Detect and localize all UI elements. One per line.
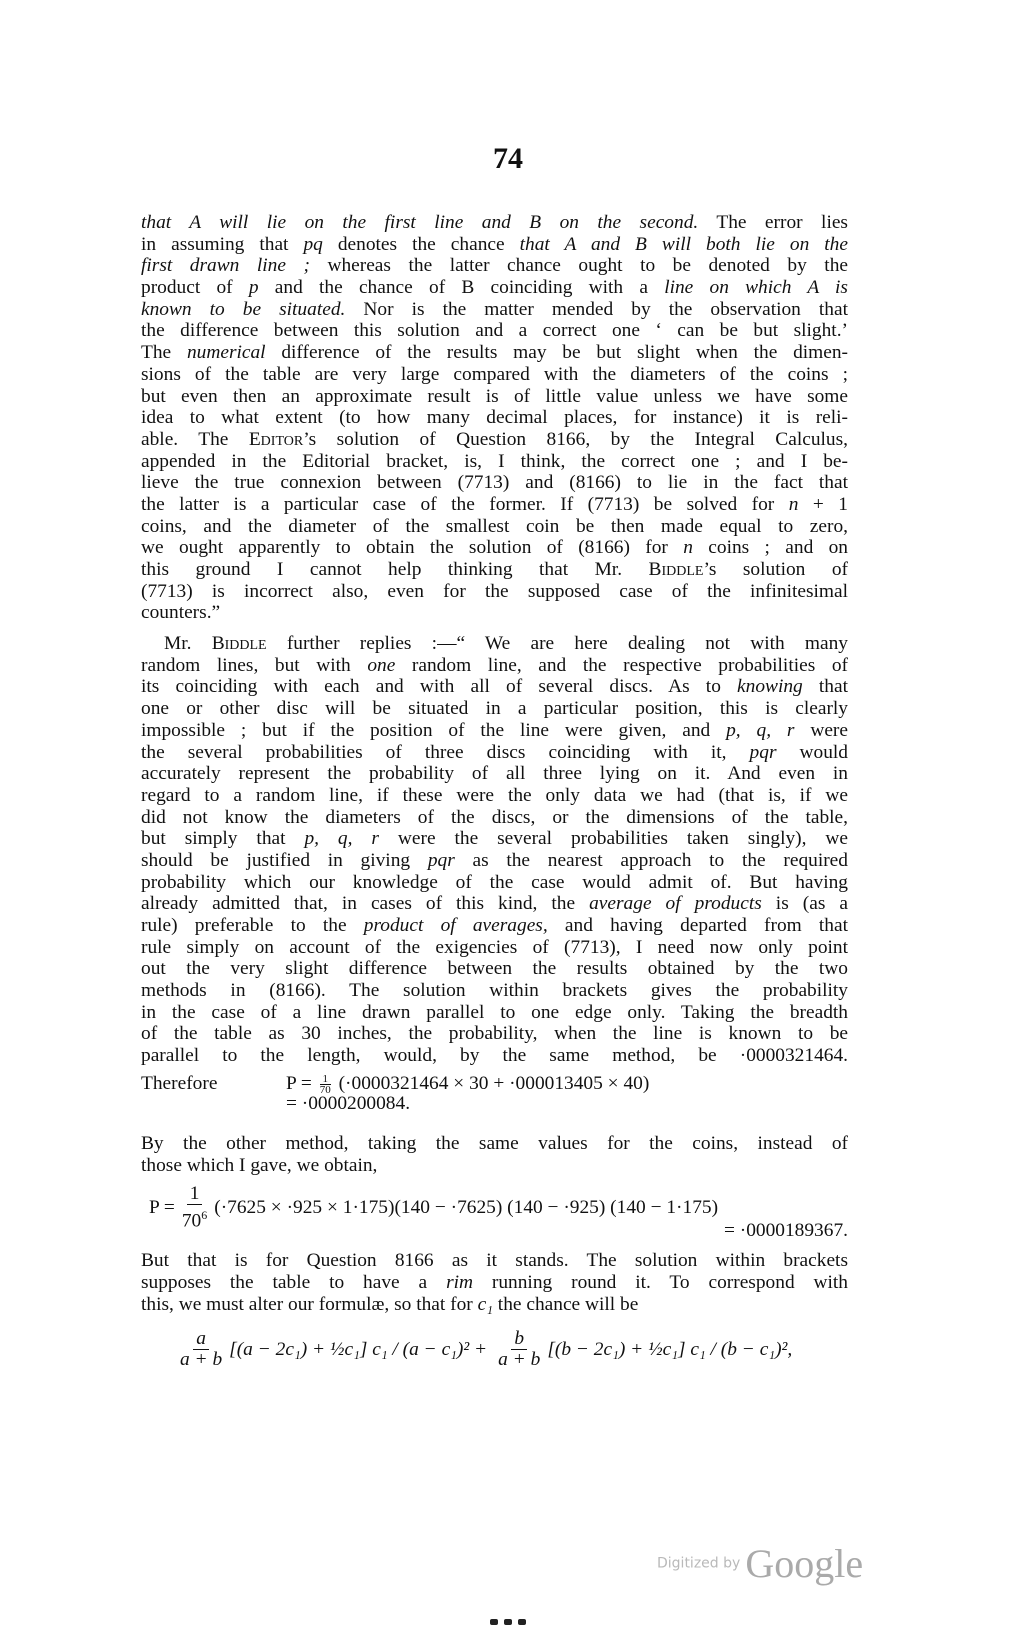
italic-text: c₁ [477,1293,493,1315]
text-line [141,299,848,321]
text-segment: in the case of a line drawn parallel to one edge only. Taking the breadth [141,1001,848,1023]
equation-lhs: P = [286,1072,312,1094]
italic-text: p, q, r [726,719,795,741]
text-line [141,429,848,451]
text-segment: lieve the true connexion between (7713) and (8166) to lie in the fact that [141,472,848,494]
text-line [141,277,848,299]
text-line [141,1133,848,1155]
text-segment: accurately represent the probability of all three lying on it. And even in [141,763,848,785]
italic-text: average of products [589,893,762,915]
text-segment: + 1 [798,493,848,515]
fraction-numerator: a [193,1329,209,1350]
text-line [141,407,848,429]
text-segment: random line, and the respective probabilities of [395,654,848,676]
text-segment: regard to a random line, if these were the only data we had (that is, if we [141,784,848,806]
text-segment: ’s solution of Question 8166, by the Integral Calculus, [303,428,848,450]
text-line [141,937,848,959]
text-line [141,828,848,850]
text-line [141,980,848,1002]
small-caps-name: Biddle [648,559,704,580]
fraction-numerator: 1 [320,1074,331,1085]
equation-result: = ·0000200084. [286,1092,411,1114]
text-line [141,915,848,937]
text-segment: able. The [141,428,249,450]
text-line [141,807,848,829]
text-segment: those which I gave, we obtain, [141,1154,378,1176]
equation-term1-body: [(a − 2c₁) + ½c₁] c₁ / (a − c₁)² + [229,1338,488,1360]
fraction-denominator: 70 [319,1083,331,1096]
text-line [141,451,848,473]
text-segment: one or other disc will be situated in a particular position, this is clearly [141,698,848,720]
text-line [141,516,848,538]
text-line [141,386,848,408]
italic-text: pqr [427,849,455,871]
paragraph-block-2 [141,1133,848,1176]
text-line [141,763,848,785]
paragraph-block-1 [141,212,848,1067]
text-segment: coins ; and on [692,537,848,559]
text-segment: its coinciding with each and with all of several discs. As to [141,676,738,698]
fraction-numerator: 1 [187,1184,203,1205]
text-segment: denotes the chance [322,233,520,255]
text-segment: as the nearest approach to the required [454,849,848,871]
equation-result: = ·0000189367. [723,1220,848,1242]
text-segment: Mr. [164,633,212,655]
fraction-denominator [179,1205,210,1231]
italic-text: p [248,277,259,299]
text-line [141,472,848,494]
equation-other-method [141,1184,848,1250]
text-segment: idea to what extent (to how many decimal places, for instance) it is reli- [141,407,848,429]
fraction-numerator: b [511,1329,527,1350]
text-segment: rule simply on account of the exigencies of (7713), I need now only point [141,936,848,958]
text-line [141,559,848,581]
italic-text: first drawn line ; [141,255,310,277]
text-segment: is (as a [761,893,848,915]
text-segment: did not know the diameters of the discs, or the dimensions of the table, [141,806,848,828]
text-segment: product of [141,277,249,299]
text-segment: (7713) is incorrect also, even for the supposed case of the infinitesimal [141,580,848,602]
text-line [141,1002,848,1024]
paragraph-block-3 [141,1250,848,1315]
text-line [141,602,848,624]
text-line [141,212,848,234]
text-line [141,537,848,559]
italic-text: rim [446,1271,473,1293]
text-line [141,1272,848,1294]
text-segment: appended in the Editorial bracket, is, I think, the correct one ; and I be- [141,450,848,472]
text-segment: difference of the results may be but slight when the dimen- [265,342,848,364]
text-segment: methods in (8166). The solution within brackets gives the probability [141,980,848,1002]
small-caps-name: Biddle [211,633,267,655]
italic-text: knowing [737,676,803,698]
text-line [141,893,848,915]
text-line [141,1155,848,1177]
text-segment: should be justified in giving [141,849,428,871]
paragraph-gap [141,624,848,633]
text-segment: supposes the table to have a [141,1271,447,1293]
text-segment: were the several probabilities taken singly), we [378,828,848,850]
text-segment: we ought apparently to obtain the solution of (8166) for [141,537,684,559]
denominator-base: 70 [181,1210,202,1232]
italic-text: line on which A is [664,277,848,299]
fraction [179,1184,210,1231]
text-line [141,1294,848,1316]
text-line [141,872,848,894]
text-line [141,494,848,516]
text-segment: but simply that [141,828,305,850]
equation-term2-body: [(b − 2c₁) + ½c₁] c₁ / (b − c₁)², [547,1338,793,1360]
equation-rim-formula [141,1329,848,1389]
text-segment: out the very slight difference between the results obtained by the two [141,958,848,980]
equation-label: Therefore [141,1072,218,1094]
text-segment: rule) preferable to the [141,915,364,936]
text-line [141,655,848,677]
equation-body: (·0000321464 × 30 + ·000013405 × 40) [338,1072,650,1094]
text-line [141,234,848,256]
equation-body: (·7625 × ·925 × 1·175)(140 − ·7625) (140 − ·925) (140 − 1·175) [214,1197,719,1219]
body-text [141,212,848,1389]
italic-text: that A and B will both lie on the [519,233,848,255]
text-line [141,1045,848,1067]
text-segment: this ground I cannot help thinking that Mr. [141,559,649,580]
text-segment: By the other method, taking the same values for the coins, instead of [141,1132,848,1154]
italic-text: product of averages, [363,915,548,936]
text-line [141,676,848,698]
text-segment: sions of the table are very large compared with the diameters of the coins ; [141,363,848,385]
text-segment: parallel to the length, would, by the same method, be ·0000321464. [141,1045,848,1067]
text-line [141,698,848,720]
text-segment: impossible ; but if the position of the line were given, and [141,719,727,741]
text-line [141,850,848,872]
text-segment: but even then an approximate result is of little value unless we have some [141,385,848,407]
text-segment: The error lies [698,212,848,233]
text-line [141,320,848,342]
text-segment: and having departed from that [547,915,849,936]
text-segment: Nor is the matter mended by the observation that [345,298,848,320]
text-line [141,255,848,277]
text-line [141,742,848,764]
page-number: 74 [493,142,523,175]
italic-text: p, q, r [304,828,379,850]
italic-text: pqr [749,741,777,763]
fraction-denominator: a + b [180,1349,223,1371]
text-segment: coins, and the diameter of the smallest coin be then made equal to zero, [141,515,848,537]
text-segment: would [776,741,849,763]
watermark-prefix: Digitized by [657,1555,741,1572]
fraction-term1 [177,1329,225,1370]
text-segment: that [802,676,848,698]
fraction [320,1074,331,1095]
text-segment: whereas the latter chance ought to be denoted by the [309,255,848,277]
italic-text: pq [303,233,323,255]
text-line [141,720,848,742]
text-segment: random lines, but with [141,654,368,676]
text-line [141,633,848,655]
text-segment: further replies :—“ We are here dealing not with many [266,633,848,655]
text-segment: in assuming that [141,233,304,255]
text-segment: the chance will be [492,1293,639,1315]
text-line [141,364,848,386]
equation-lhs: P = [149,1197,175,1219]
fraction-term2 [495,1329,543,1370]
equation-expression [286,1073,649,1095]
text-line [141,342,848,364]
small-caps-name: Editor [248,428,304,450]
italic-text: known to be situated. [141,298,346,320]
page-edge-mark [490,1610,560,1618]
text-segment: running round it. To correspond with [473,1271,848,1293]
text-segment: But that is for Question 8166 as it stands. The solution within brackets [141,1250,848,1272]
fraction-denominator: a + b [498,1349,541,1371]
digitized-watermark [657,1540,863,1587]
text-segment: this, we must alter our formulæ, so that for [141,1293,478,1315]
text-segment: the difference between this solution and a correct one ‘ can be but slight.’ [141,320,848,342]
italic-text: n [788,493,799,515]
text-line [141,1023,848,1045]
text-line [141,581,848,603]
text-segment: of the table as 30 inches, the probability, when the line is known to be [141,1023,848,1045]
text-line [141,958,848,980]
italic-text: that A will lie on the first line and B on the second. [141,212,699,233]
text-segment: the several probabilities of three discs coinciding with it, [141,741,750,763]
text-segment: were [794,719,848,741]
google-logo: Google [745,1541,864,1586]
denominator-exponent: 6 [201,1208,208,1223]
text-segment: the latter is a particular case of the former. If (7713) be solved for [141,493,789,515]
text-segment: and the chance of B coinciding with a [258,277,665,299]
text-segment: probability which our knowledge of the case would admit of. But having [141,871,848,893]
text-segment: counters.” [141,602,221,624]
text-segment: The [141,342,187,364]
italic-text: n [683,537,693,559]
text-line [141,1250,848,1272]
text-line [141,785,848,807]
text-segment: already admitted that, in cases of this kind, the [141,893,590,915]
italic-text: numerical [186,342,266,364]
italic-text: one [367,654,396,676]
equation-therefore [141,1073,848,1123]
text-segment: ’s solution of [703,559,848,580]
